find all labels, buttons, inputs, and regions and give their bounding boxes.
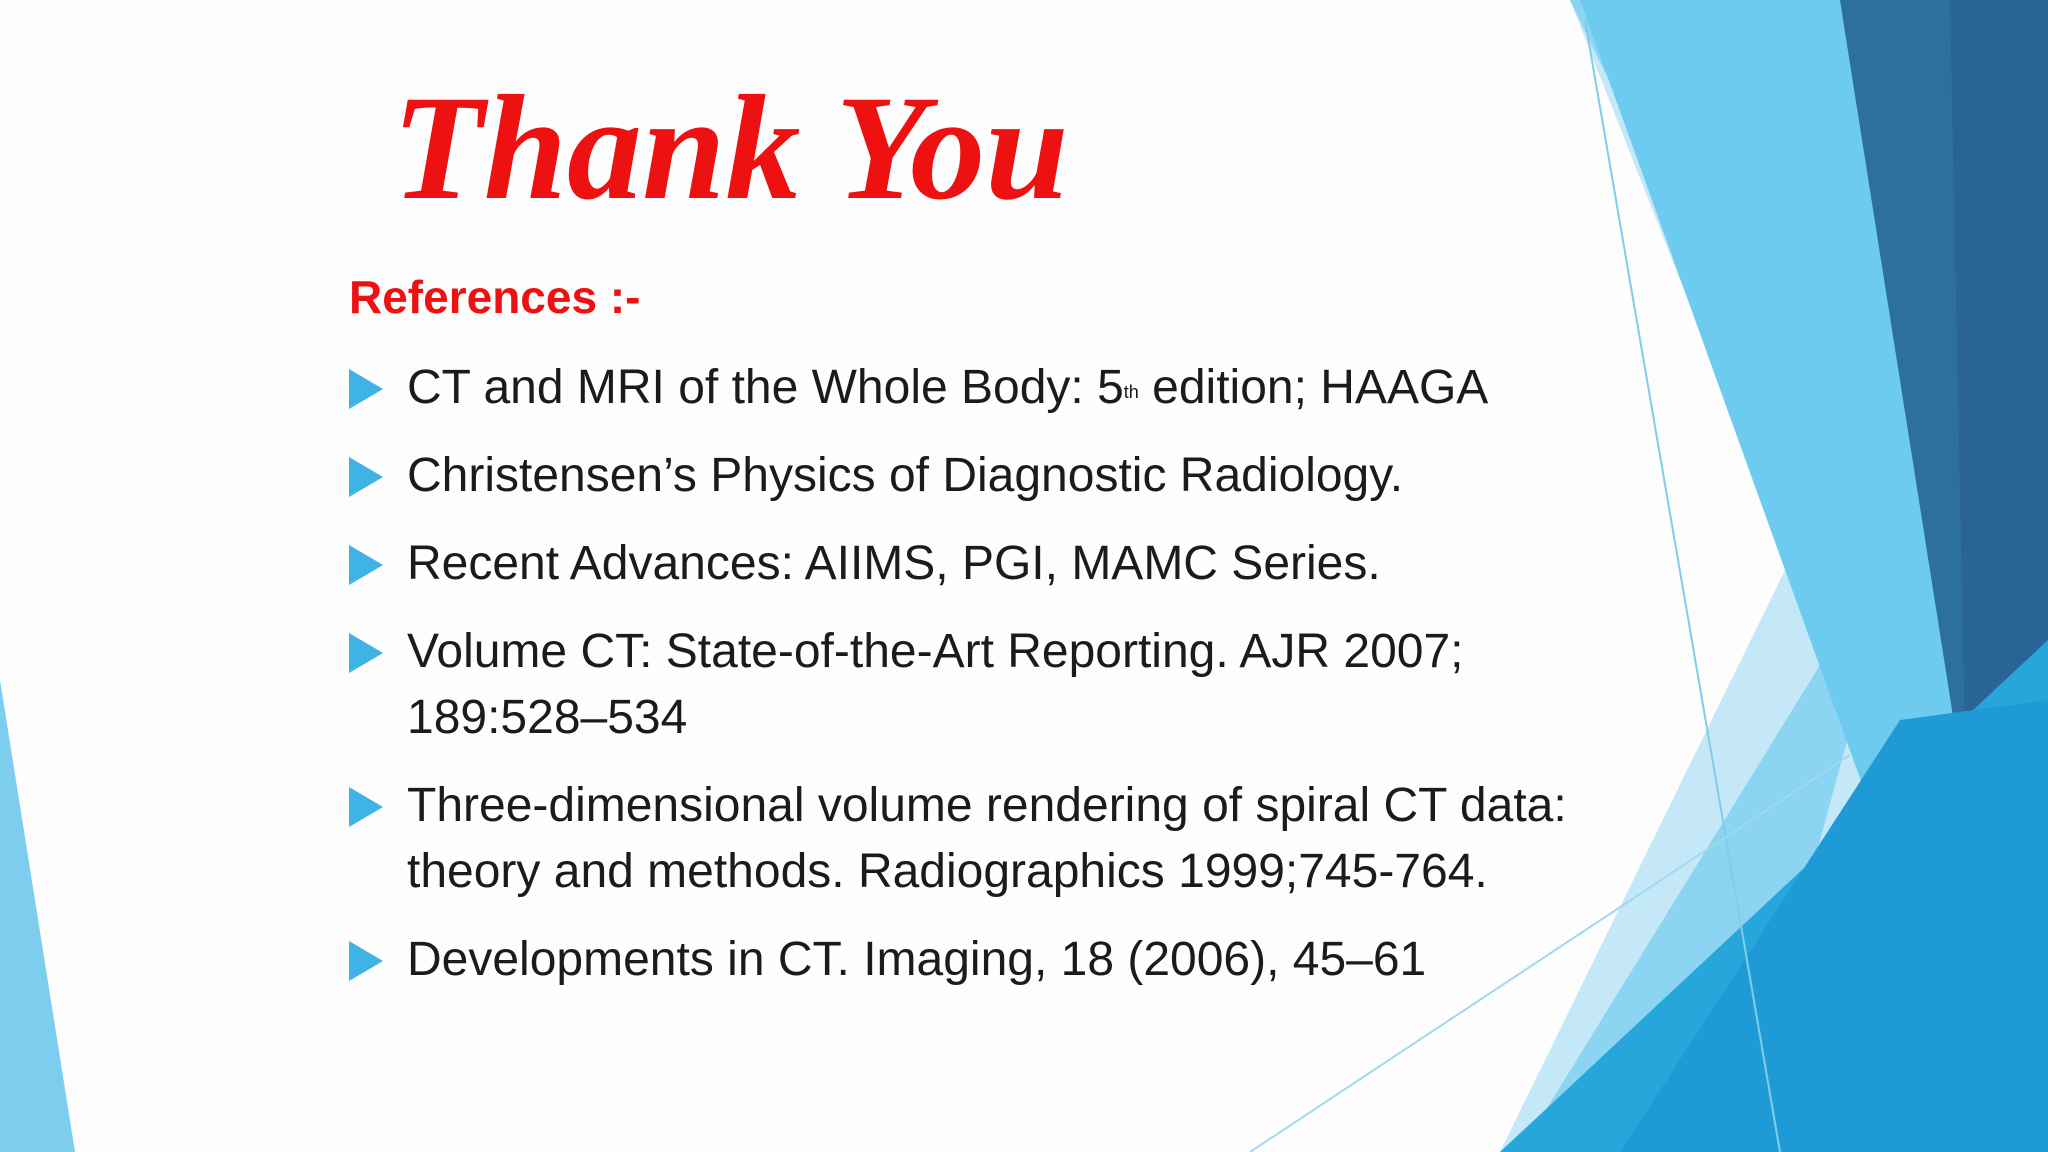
triangle-bullet-icon xyxy=(349,633,383,673)
triangle-bullet-icon xyxy=(349,545,383,585)
reference-item xyxy=(349,355,1689,421)
reference-item xyxy=(349,619,1689,751)
right-accent-navy xyxy=(1950,0,2048,740)
reference-text: Christensen’s Physics of Diagnostic Radiology. xyxy=(407,449,1404,502)
triangle-bullet-icon xyxy=(349,457,383,497)
reference-text xyxy=(407,355,1488,421)
triangle-bullet-icon xyxy=(349,369,383,409)
references-heading: References :- xyxy=(349,271,641,323)
triangle-bullet-icon xyxy=(349,787,383,827)
reference-item xyxy=(349,443,1689,509)
left-accent-shape xyxy=(0,680,75,1152)
triangle-bullet-icon xyxy=(349,941,383,981)
references-list xyxy=(349,355,1689,1015)
reference-item xyxy=(349,531,1689,597)
reference-superscript: th xyxy=(1123,382,1139,402)
reference-main-text: CT and MRI of the Whole Body: 5 xyxy=(407,361,1124,414)
reference-item xyxy=(349,927,1689,993)
reference-text: Volume CT: State-of-the-Art Reporting. AJR 2007; 189:528–534 xyxy=(407,625,1464,744)
slide-title: Thank You xyxy=(392,65,1069,231)
reference-text: Recent Advances: AIIMS, PGI, MAMC Series. xyxy=(407,537,1381,590)
reference-text: Three-dimensional volume rendering of spiral CT data: theory and methods. Radiographics 1999;745-764. xyxy=(407,779,1567,898)
reference-text: Developments in CT. Imaging, 18 (2006), 45–61 xyxy=(407,933,1427,986)
reference-item xyxy=(349,773,1689,905)
reference-trailing-text: edition; HAAGA xyxy=(1138,361,1489,414)
